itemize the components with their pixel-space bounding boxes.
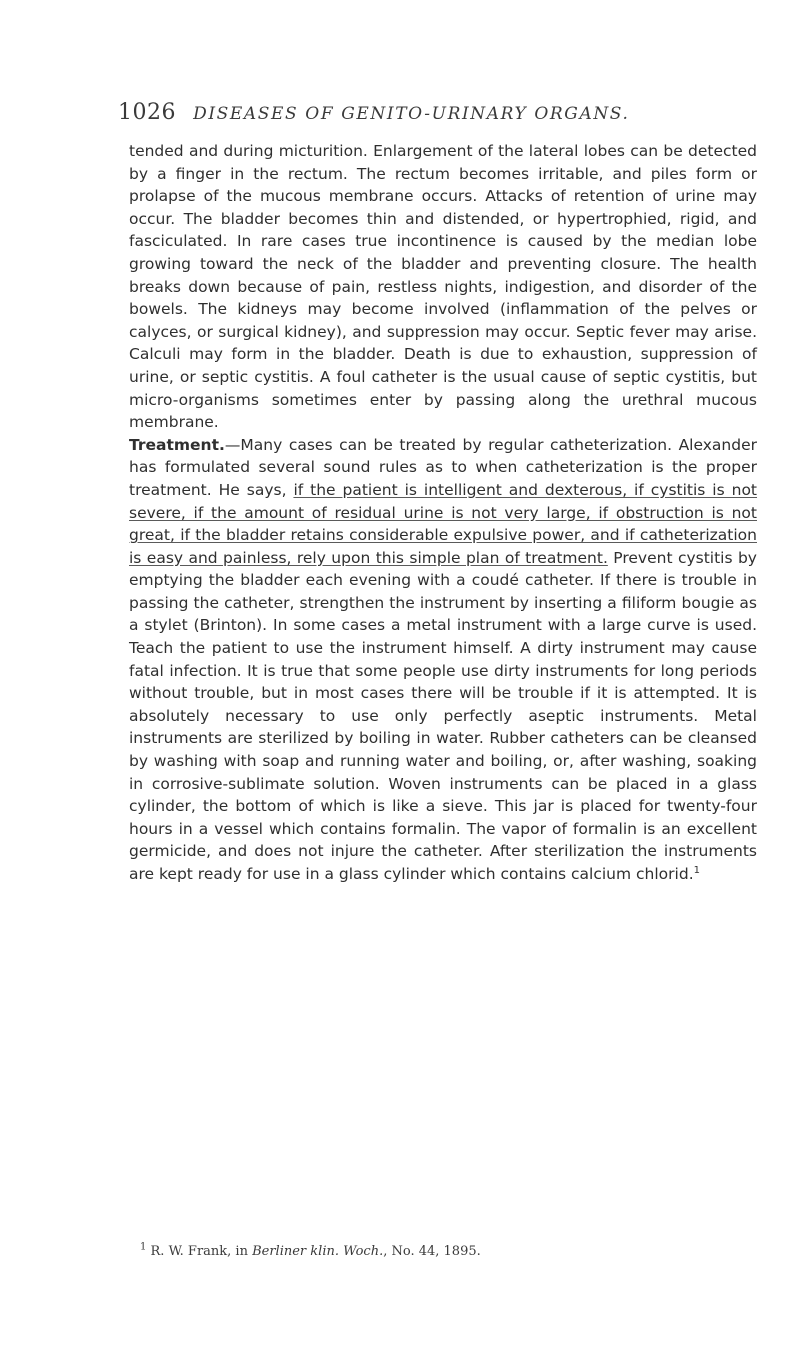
treatment-intro: —Many cases can be treated by regular catheterization. Alexander has formulated several sound rules as to when catheterization is the proper treatment. He says, [129,435,757,499]
paragraph-treatment [129,434,757,886]
page-number: 1026 [118,100,176,125]
running-title: DISEASES OF GENITO-URINARY ORGANS. [193,104,630,124]
paragraph-symptoms: tended and during micturition. Enlargement of the lateral lobes can be detected by a finger in the rectum. The rectum becomes irritable, and piles form or prolapse of the mucous membrane occurs. Attacks of retention of urine may occur. The bladder becomes thin and distended, or hypertrophied, rigid, and fasciculated. In rare cases true incontinence is caused by the median lobe growing toward the neck of the bladder and preventing closure. The health breaks down because of pain, restless nights, indigestion, and disorder of the bowels. The kidneys may become involved (inflammation of the pelves or calyces, or surgical kidney), and suppression may occur. Septic fever may arise. Calculi may form in the bladder. Death is due to exhaustion, suppression of urine, or septic cystitis. A foul catheter is the usual cause of septic cystitis, but micro-organisms sometimes enter by passing along the urethral mucous membrane. [129,142,757,432]
footnote-journal: Berliner klin. Woch. [252,1244,384,1259]
footnote-citation: , No. 44, 1895. [383,1244,481,1259]
footnote-author: R. W. Frank, in [150,1244,253,1259]
treatment-heading: Treatment. [129,435,225,454]
footnote-marker: 1 [140,1241,147,1253]
body-text [129,140,757,886]
underlined-rule: if the patient is intelligent and dexterous, if cystitis is not severe, if the amount of residual urine is not very large, if obstruction is not great, if the bladder retains considerable expulsive power, and if catheterization is easy and painless, rely upon this simple plan of treatment. [129,480,758,567]
treatment-text: Prevent cystitis by emptying the bladder each evening with a coudé catheter. If there is trouble in passing the catheter, strengthen the instrument by inserting a filiform bougie as a stylet (Brinton). In some cases a metal instrument with a large curve is used. Teach the patient to use the instrument himself. A dirty instrument may cause fatal infection. It is true that some people use dirty instruments for long periods without trouble, but in most cases there will be trouble if it is attempted. It is absolutely necessary to use only perfectly aseptic instruments. Metal instruments are sterilized by boiling in water. Rubber catheters can be cleansed by washing with soap and running water and boiling, or, after washing, soaking in corrosive-sublimate solution. Woven instruments can be placed in a glass cylinder, the bottom of which is like a sieve. This jar is placed for twenty-four hours in a vessel which contains formalin. The vapor of formalin is an excellent germicide, and does not injure the catheter. After sterilization the instruments are kept ready for use in a glass cylinder which contains calcium chlorid. [129,548,757,883]
footnote-reference: 1 [693,864,700,876]
footnote [140,1241,760,1259]
running-head [118,100,758,125]
